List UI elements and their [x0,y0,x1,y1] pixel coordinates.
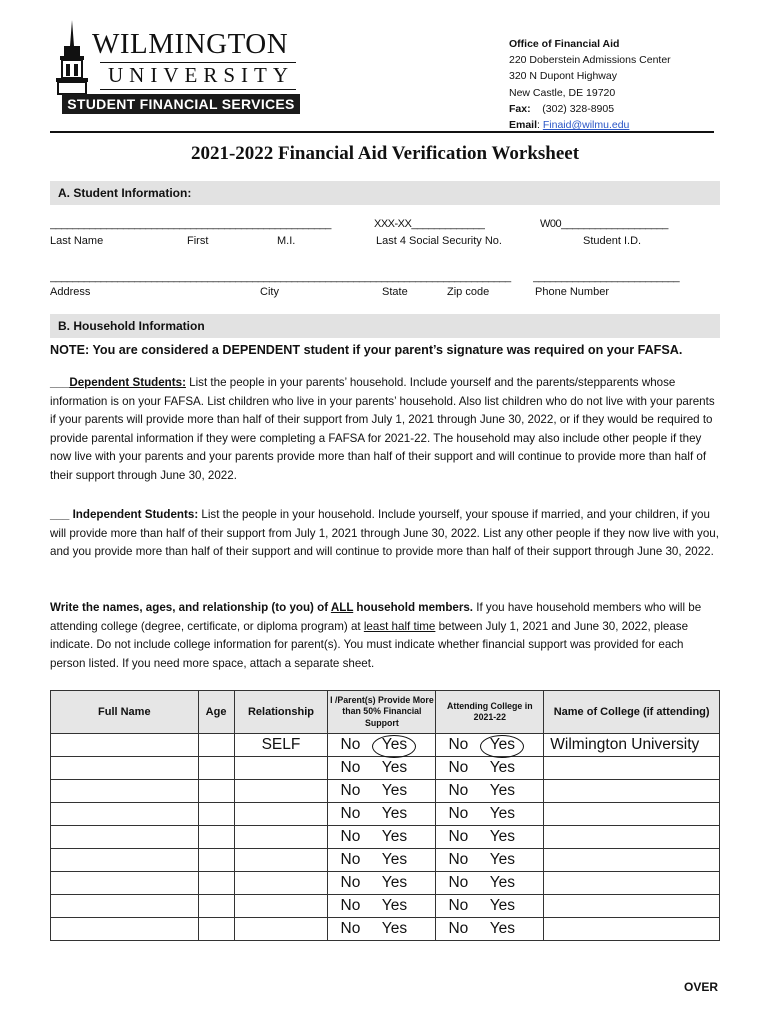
attending-cell [436,849,544,872]
over-label: OVER [683,980,718,994]
age-cell[interactable] [198,734,234,757]
attending-cell [436,872,544,895]
support-yes-option[interactable]: Yes [381,782,408,799]
table-row [51,895,720,918]
support-yes-option[interactable]: Yes [381,828,408,845]
household-table [50,690,720,941]
relationship-cell[interactable] [234,757,328,780]
relationship-cell[interactable] [234,780,328,803]
col-age: Age [198,691,234,734]
full-name-cell[interactable] [51,895,199,918]
attending-cell [436,757,544,780]
attending-yes-option[interactable]: Yes [489,759,515,776]
table-row [51,826,720,849]
attending-no-option[interactable]: No [448,920,469,937]
support-yes-option[interactable]: Yes [381,851,408,868]
attending-yes-option[interactable]: Yes [489,782,515,799]
col-attending-college: Attending College in 2021-22 [436,691,544,734]
table-row [51,757,720,780]
attending-no-option[interactable]: No [448,828,469,845]
last-name-label: Last Name [50,235,104,247]
support-yes-option[interactable]: Yes [381,805,408,822]
section-b-heading: B. Household Information [50,314,720,338]
table-row [51,872,720,895]
first-name-label: First [187,235,209,247]
support-cell [328,757,436,780]
college-name-cell[interactable] [544,872,720,895]
ssn-label: Last 4 Social Security No. [376,235,502,247]
age-cell[interactable] [198,803,234,826]
attending-no-option[interactable]: No [448,736,469,753]
attending-no-option[interactable]: No [448,759,469,776]
college-name-cell[interactable] [544,895,720,918]
office-line1: 220 Doberstein Admissions Center [509,54,671,67]
office-fax: Fax: (302) 328-8905 [509,102,615,115]
attending-cell [436,826,544,849]
name-field-line[interactable]: __________________________________________________ [50,218,331,230]
support-cell [328,826,436,849]
support-cell [328,849,436,872]
full-name-cell[interactable] [51,780,199,803]
attending-cell [436,803,544,826]
mi-label: M.I. [277,235,296,247]
age-cell[interactable] [198,849,234,872]
attending-cell [436,780,544,803]
college-name-cell[interactable] [544,803,720,826]
table-row [51,803,720,826]
dependent-note: NOTE: You are considered a DEPENDENT student if your parent’s signature was required on your FAFSA. [50,343,683,357]
city-label: City [260,286,279,298]
logo-banner: STUDENT FINANCIAL SERVICES [62,94,300,114]
relationship-cell[interactable] [234,849,328,872]
attending-no-option[interactable]: No [448,782,469,799]
relationship-cell[interactable] [234,872,328,895]
ssn-field-line[interactable]: XXX-XX_____________ [374,218,485,230]
full-name-cell[interactable] [51,734,199,757]
support-cell [328,780,436,803]
relationship-cell[interactable]: SELF [234,734,328,757]
address-field-line[interactable]: __________________________________________________________________________________ [50,271,511,283]
full-name-cell[interactable] [51,872,199,895]
college-name-cell[interactable] [544,918,720,941]
table-row [51,780,720,803]
college-name-cell[interactable] [544,780,720,803]
relationship-cell[interactable] [234,803,328,826]
table-row [51,734,720,757]
support-yes-option[interactable]: Yes [381,874,408,891]
logo-wordmark: WILMINGTON [92,28,289,60]
support-no-option[interactable]: No [340,874,361,891]
age-cell[interactable] [198,895,234,918]
full-name-cell[interactable] [51,918,199,941]
office-email: Email: Finaid@wilmu.edu [509,119,630,132]
attending-cell [436,895,544,918]
support-no-option[interactable]: No [340,805,361,822]
selected-circle [372,735,416,758]
section-a-heading: A. Student Information: [50,181,720,205]
attending-yes-option[interactable]: Yes [489,805,515,822]
age-cell[interactable] [198,918,234,941]
full-name-cell[interactable] [51,849,199,872]
zip-label: Zip code [447,286,490,298]
support-cell [328,803,436,826]
age-cell[interactable] [198,872,234,895]
support-yes-option[interactable]: Yes [381,759,408,776]
household-instructions: Write the names, ages, and relationship (to you) of ALL household members. If you have household members who will be attending college (degree, certificate, or diploma program) at least half time between July 1, 2021 and June 30, 2022, please indicate. Do not include college information for parent(s). You must indicate whether financial support was provided for each person listed. If you need more space, attach a separate sheet. [50,601,702,670]
office-name: Office of Financial Aid [509,38,620,50]
col-relationship: Relationship [234,691,328,734]
col-college-name: Name of College (if attending) [544,691,720,734]
support-no-option[interactable]: No [340,782,361,799]
support-no-option[interactable]: No [340,736,361,753]
office-address [509,36,671,133]
full-name-cell[interactable] [51,826,199,849]
age-cell[interactable] [198,826,234,849]
support-yes-option[interactable]: Yes [381,897,408,914]
college-name-cell[interactable] [544,826,720,849]
independent-instructions: ___ Independent Students: List the people in your household. Include yourself, your spouse if married, and your children, if you will provide more than half of their support from July 1, 2021 through June 30, 2022. List any other people if they now live with you, and you provide more than half of their support and will continue to provide more than half of their support through June 30, 2022. [50,508,719,559]
relationship-cell[interactable] [234,826,328,849]
office-line2: 320 N Dupont Highway [509,70,617,83]
attending-no-option[interactable]: No [448,874,469,891]
support-yes-option[interactable]: Yes [381,920,408,937]
relationship-cell[interactable] [234,918,328,941]
college-name-cell[interactable] [544,849,720,872]
relationship-cell[interactable] [234,895,328,918]
college-name-cell[interactable]: Wilmington University [544,734,720,757]
table-header-row [51,691,720,734]
table-row [51,849,720,872]
student-id-label: Student I.D. [583,235,642,247]
address-label: Address [50,286,91,298]
university-logo [48,20,308,120]
full-name-cell[interactable] [51,803,199,826]
attending-yes-option[interactable]: Yes [489,828,515,845]
attending-no-option[interactable]: No [448,897,469,914]
support-no-option[interactable]: No [340,920,361,937]
col-full-name: Full Name [51,691,199,734]
attending-yes-option[interactable]: Yes [489,920,515,937]
attending-yes-option[interactable]: Yes [489,897,515,914]
attending-no-option[interactable]: No [448,805,469,822]
dependent-instructions: ___Dependent Students: List the people in your parents’ household. Include yourself and the parents/stepparents whose information is on your FAFSA. List children who live in your parents’ household. Also list children who do not live with your parents if your parents will provide more than half of their support from July 1, 2021 through June 30, 2022, or if they would be required to provide parental information if they were completing a FAFSA for 2021-22. The household may also include other people if they now live with your parents and your parents provide more than half of their support and will continue to provide more than half of their support through June 30, 2022. [50,376,715,482]
student-id-field-line[interactable]: W00___________________ [540,218,668,230]
table-row [51,918,720,941]
col-financial-support: I /Parent(s) Provide More than 50% Financial Support [328,691,436,734]
college-name-cell[interactable] [544,757,720,780]
phone-label: Phone Number [535,286,609,298]
attending-yes-option[interactable]: Yes [489,874,515,891]
support-cell [328,895,436,918]
page-title: 2021-2022 Financial Aid Verification Worksheet [190,143,580,164]
support-cell [328,918,436,941]
logo-university: UNIVERSITY [108,63,294,87]
header-divider [50,131,714,133]
attending-cell [436,734,544,757]
support-no-option[interactable]: No [340,897,361,914]
support-cell [328,872,436,895]
age-cell[interactable] [198,780,234,803]
support-no-option[interactable]: No [340,759,361,776]
selected-circle [480,735,524,758]
email-link[interactable]: Finaid@wilmu.edu [542,119,630,132]
attending-yes-option[interactable]: Yes [480,736,524,754]
attending-no-option[interactable]: No [448,851,469,868]
phone-field-line[interactable]: __________________________ [533,271,680,283]
age-cell[interactable] [198,757,234,780]
attending-yes-option[interactable]: Yes [489,851,515,868]
full-name-cell[interactable] [51,757,199,780]
office-line3: New Castle, DE 19720 [509,86,616,99]
support-yes-option[interactable]: Yes [372,736,416,754]
attending-cell [436,918,544,941]
state-label: State [382,286,408,298]
support-cell [328,734,436,757]
support-no-option[interactable]: No [340,851,361,868]
support-no-option[interactable]: No [340,828,361,845]
